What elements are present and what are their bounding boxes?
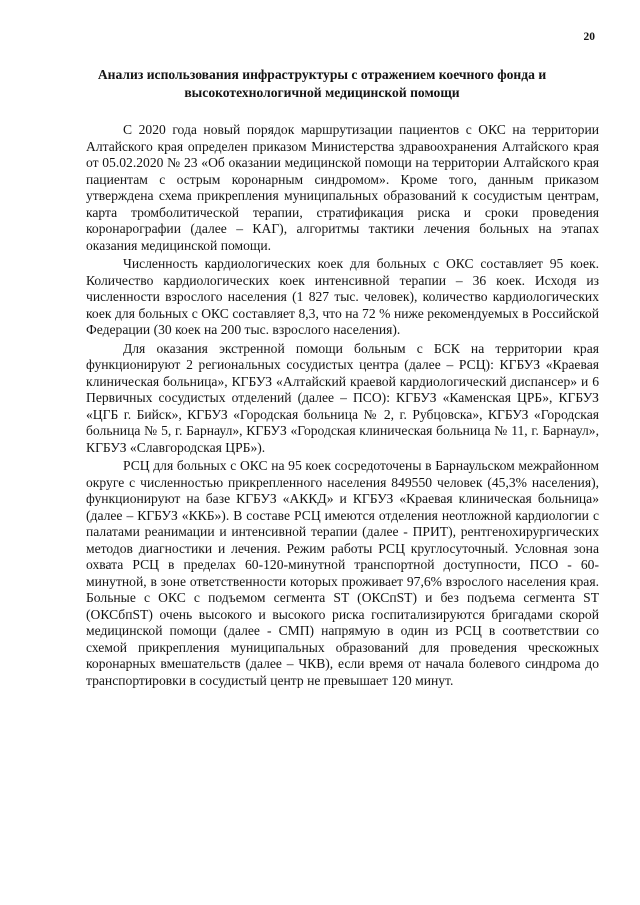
paragraph-routing-order: С 2020 года новый порядок маршрутизации пациентов с ОКС на территории Алтайского края определен приказом Министерства здравоохранения Алтайского края от 05.02.2020 № 23 «Об оказании медицинской помощи на территории Алтайского края пациентам с острым коронарным синдромом». Кроме того, данным приказом утверждена схема прикрепления муниципальных образований к сосудистым центрам, карта тромболитической терапии, стратификация риска и сроки проведения коронарографии (далее – КАГ), алгоритмы тактики лечения больных на этапах оказания медицинской помощи. <box>86 122 599 253</box>
paragraph-bed-count: Численность кардиологических коек для больных с ОКС составляет 95 коек. Количество кардиологических коек интенсивной терапии – 36 коек. Исходя из численности взрослого населения (1 827 тыс. человек), количество кардиологических коек для больных с ОКС составляет 8,3, что на 72 % ниже рекомендуемых в Российской Федерации (30 коек на 200 тыс. взрослого населения). <box>86 256 599 337</box>
body-text <box>86 122 599 691</box>
paragraph-rsc-details: РСЦ для больных с ОКС на 95 коек сосредоточены в Барнаульском межрайонном округе с численностью прикрепленного населения 849550 человек (45,3% населения), функционируют на базе КГБУЗ «АККД» и КГБУЗ «Краевая клиническая больница» (далее – КГБУЗ «ККБ»). В составе РСЦ имеются отделения неотложной кардиологии с палатами реанимации и интенсивной терапии (далее - ПРИТ), рентгенохирургических методов диагностики и лечения. Режим работы РСЦ круглосуточный. Условная зона охвата РСЦ в пределах 60-120-минутной транспортной доступности, ПСО - 60-минутной, в зоне ответственности которых проживает 97,6% взрослого населения края. Больные с ОКС с подъемом сегмента ST (ОКСпST) и без подъема сегмента ST (ОКСбпST) очень высокого и высокого риска госпитализируются бригадами скорой медицинской помощи (далее - СМП) напрямую в один из РСЦ в соответствии со схемой прикрепления муниципальных образований для проведения чрескожных коронарных вмешательств (далее – ЧКВ), если время от начала болевого синдрома до транспортировки в сосудистый центр не превышает 120 минут. <box>86 458 599 688</box>
page-number: 20 <box>583 31 595 43</box>
section-title: Анализ использования инфраструктуры с отражением коечного фонда и высокотехнологичной медицинской помощи <box>97 67 547 100</box>
paragraph-vascular-centers: Для оказания экстренной помощи больным с БСК на территории края функционируют 2 региональных сосудистых центра (далее – РСЦ): КГБУЗ «Краевая клиническая больница», КГБУЗ «Алтайский краевой кардиологический диспансер» и 6 Первичных сосудистых отделений (далее – ПСО): КГБУЗ «Каменская ЦРБ», КГБУЗ «ЦГБ г. Бийск», КГБУЗ «Городская больница № 2, г. Рубцовска», КГБУЗ «Городская больница № 5, г. Барнаул», КГБУЗ «Городская клиническая больница № 11, г. Барнаул», КГБУЗ «Славгородская ЦРБ»). <box>86 340 599 455</box>
